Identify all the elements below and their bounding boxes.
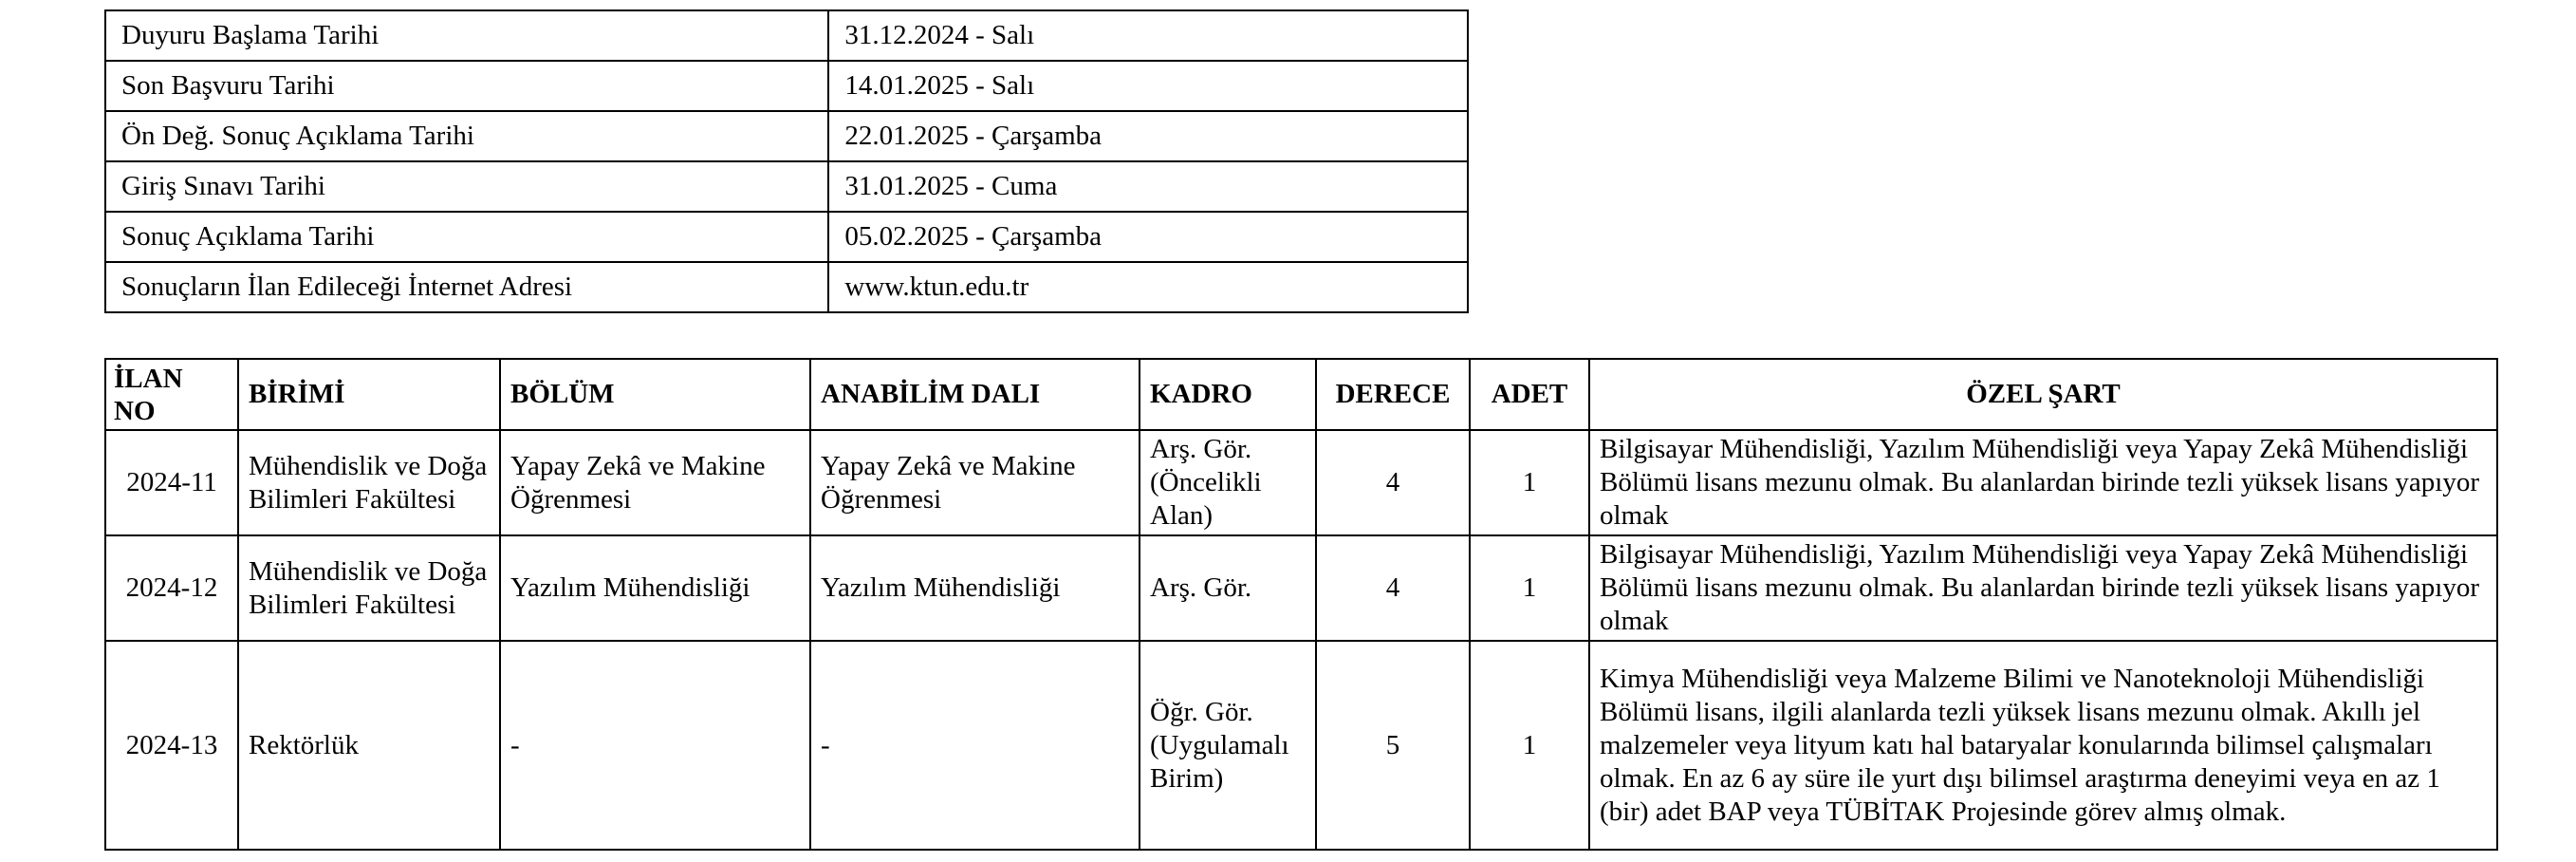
cell-ozel-sart: Bilgisayar Mühendisliği, Yazılım Mühendisliği veya Yapay Zekâ Mühendisliği Bölümü lisans mezunu olmak. Bu alanlardan birinde tezli yüksek lisans yapıyor olmak — [1589, 430, 2497, 535]
date-label: Duyuru Başlama Tarihi — [105, 10, 828, 61]
date-row — [105, 212, 1468, 262]
header-ozel-sart: ÖZEL ŞART — [1589, 359, 2497, 430]
header-ilan-no: İLAN NO — [105, 359, 238, 430]
cell-bolum: - — [500, 641, 810, 850]
date-value: 14.01.2025 - Salı — [828, 61, 1468, 111]
cell-birimi: Mühendislik ve Doğa Bilimleri Fakültesi — [238, 430, 500, 535]
date-label: Son Başvuru Tarihi — [105, 61, 828, 111]
header-derece: DERECE — [1316, 359, 1470, 430]
cell-ozel-sart: Kimya Mühendisliği veya Malzeme Bilimi ve Nanoteknoloji Mühendisliği Bölümü lisans, ilgili alanlarda tezli yüksek lisans mezunu olmak. Akıllı jel malzemeler veya lityum katı hal bataryalar konularında bilimsel çalışmaları olmak. En az 6 ay süre ile yurt dışı bilimsel araştırma deneyimi veya en az 1 (bir) adet BAP veya TÜBİTAK Projesinde görev almış olmak. — [1589, 641, 2497, 850]
cell-derece: 5 — [1316, 641, 1470, 850]
cell-adet: 1 — [1470, 430, 1589, 535]
cell-bolum: Yazılım Mühendisliği — [500, 535, 810, 641]
announcement-dates-table — [104, 9, 1469, 313]
date-value: 31.12.2024 - Salı — [828, 10, 1468, 61]
date-label: Sonuçların İlan Edileceği İnternet Adresi — [105, 262, 828, 312]
cell-bolum: Yapay Zekâ ve Makine Öğrenmesi — [500, 430, 810, 535]
cell-anabilim-dali: Yazılım Mühendisliği — [810, 535, 1140, 641]
date-row — [105, 262, 1468, 312]
cell-anabilim-dali: Yapay Zekâ ve Makine Öğrenmesi — [810, 430, 1140, 535]
header-kadro: KADRO — [1140, 359, 1316, 430]
cell-birimi: Rektörlük — [238, 641, 500, 850]
cell-derece: 4 — [1316, 535, 1470, 641]
cell-derece: 4 — [1316, 430, 1470, 535]
cell-kadro: Arş. Gör. (Öncelikli Alan) — [1140, 430, 1316, 535]
website-value: www.ktun.edu.tr — [828, 262, 1468, 312]
date-label: Sonuç Açıklama Tarihi — [105, 212, 828, 262]
table-row — [105, 535, 2497, 641]
date-row — [105, 61, 1468, 111]
header-anabilim-dali: ANABİLİM DALI — [810, 359, 1140, 430]
cell-ilan-no: 2024-13 — [105, 641, 238, 850]
cell-adet: 1 — [1470, 535, 1589, 641]
date-label: Ön Değ. Sonuç Açıklama Tarihi — [105, 111, 828, 161]
cell-adet: 1 — [1470, 641, 1589, 850]
table-row — [105, 430, 2497, 535]
date-value: 31.01.2025 - Cuma — [828, 161, 1468, 212]
table-row — [105, 641, 2497, 850]
cell-ozel-sart: Bilgisayar Mühendisliği, Yazılım Mühendisliği veya Yapay Zekâ Mühendisliği Bölümü lisans mezunu olmak. Bu alanlardan birinde tezli yüksek lisans yapıyor olmak — [1589, 535, 2497, 641]
header-adet: ADET — [1470, 359, 1589, 430]
date-label: Giriş Sınavı Tarihi — [105, 161, 828, 212]
date-row — [105, 111, 1468, 161]
positions-table — [104, 358, 2498, 851]
date-value: 05.02.2025 - Çarşamba — [828, 212, 1468, 262]
header-bolum: BÖLÜM — [500, 359, 810, 430]
cell-ilan-no: 2024-11 — [105, 430, 238, 535]
date-value: 22.01.2025 - Çarşamba — [828, 111, 1468, 161]
cell-birimi: Mühendislik ve Doğa Bilimleri Fakültesi — [238, 535, 500, 641]
table-header-row — [105, 359, 2497, 430]
cell-anabilim-dali: - — [810, 641, 1140, 850]
cell-ilan-no: 2024-12 — [105, 535, 238, 641]
date-row — [105, 10, 1468, 61]
cell-kadro: Arş. Gör. — [1140, 535, 1316, 641]
cell-kadro: Öğr. Gör. (Uygulamalı Birim) — [1140, 641, 1316, 850]
header-birimi: BİRİMİ — [238, 359, 500, 430]
date-row — [105, 161, 1468, 212]
